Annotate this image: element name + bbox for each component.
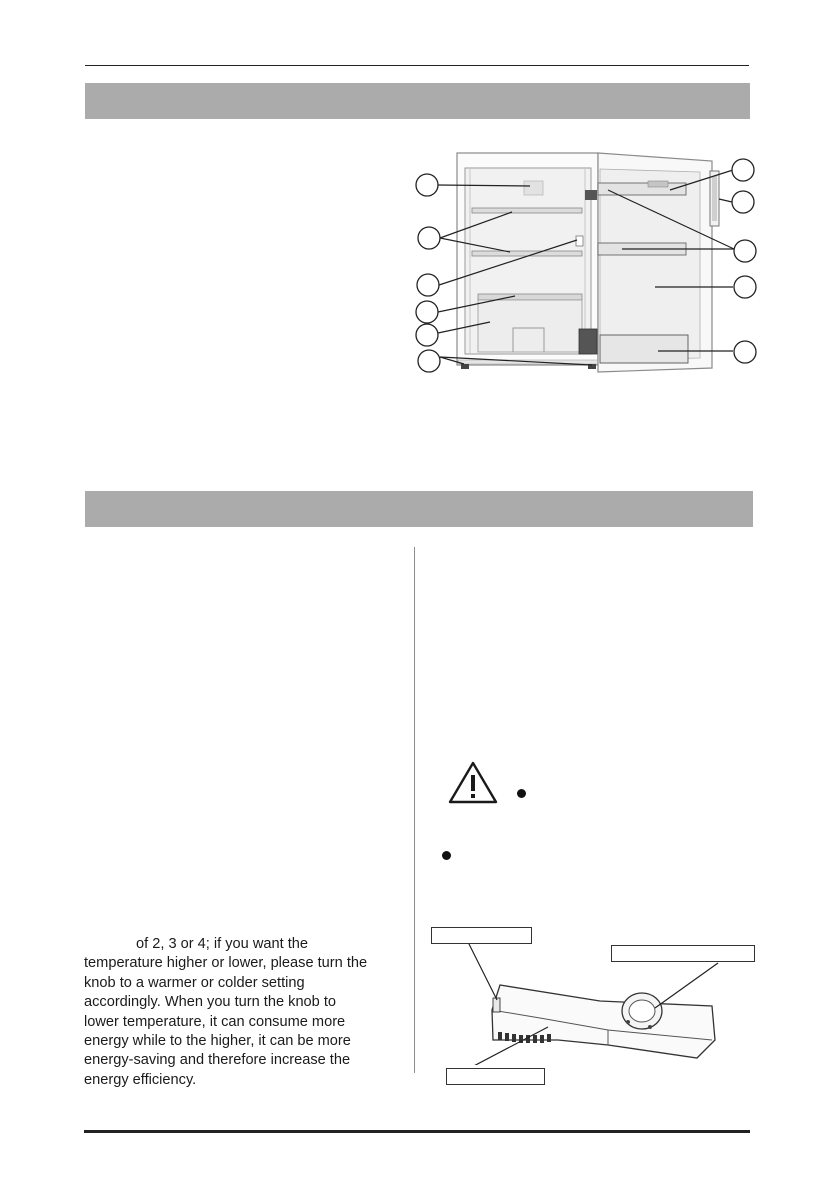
paragraph-line: temperature higher or lower, please turn the: [84, 955, 368, 972]
footer-rule: [84, 1130, 750, 1133]
column-divider: [414, 547, 415, 1073]
callout-circle-3: [417, 274, 439, 296]
crisper-cover: [478, 294, 582, 300]
paragraph-line: energy efficiency.: [84, 1071, 197, 1088]
paragraph-line: energy-saving and therefore increase the: [84, 1052, 351, 1069]
crisper-drawer: [478, 300, 582, 352]
callout-circle-11: [734, 341, 756, 363]
callout-circle-2: [418, 227, 440, 249]
paragraph-line: energy while to the higher, it can be more: [84, 1033, 351, 1050]
paragraph-line: lower temperature, it can consume more: [84, 1013, 346, 1030]
section-header-band-2: [85, 491, 753, 527]
bullet-icon: [517, 789, 526, 798]
glass-shelf-middle: [472, 251, 582, 256]
callout-label-box: [431, 927, 532, 944]
glass-shelf-upper: [472, 208, 582, 213]
bottle-holder: [579, 329, 597, 354]
foot-left: [461, 364, 469, 369]
callout-circle-4: [416, 301, 438, 323]
thermostat-housing: [524, 181, 543, 195]
section-header-band-1: [85, 83, 750, 119]
fridge-illustration: [405, 150, 765, 395]
paragraph-line: knob to a warmer or colder setting: [84, 974, 305, 991]
callout-label-box: [446, 1068, 545, 1085]
callout-circle-1: [416, 174, 438, 196]
callout-circle-9: [734, 240, 756, 262]
control-housing: [492, 985, 715, 1058]
bullet-icon: [442, 851, 451, 860]
callout-circle-5: [416, 324, 438, 346]
door-balcony-lower: [600, 335, 688, 363]
warning-triangle-icon: [447, 760, 499, 806]
callout-circle-8: [732, 191, 754, 213]
paragraph-line: accordingly. When you turn the knob to: [84, 994, 337, 1011]
temperature-setting-paragraph: [84, 935, 404, 1090]
interior-light: [576, 236, 583, 246]
callout-label-box: [611, 945, 755, 962]
callout-circle-7: [732, 159, 754, 181]
callout-circle-6: [418, 350, 440, 372]
paragraph-line: of 2, 3 or 4; if you want the: [136, 936, 308, 952]
callout-circle-10: [734, 276, 756, 298]
header-rule: [85, 65, 749, 66]
